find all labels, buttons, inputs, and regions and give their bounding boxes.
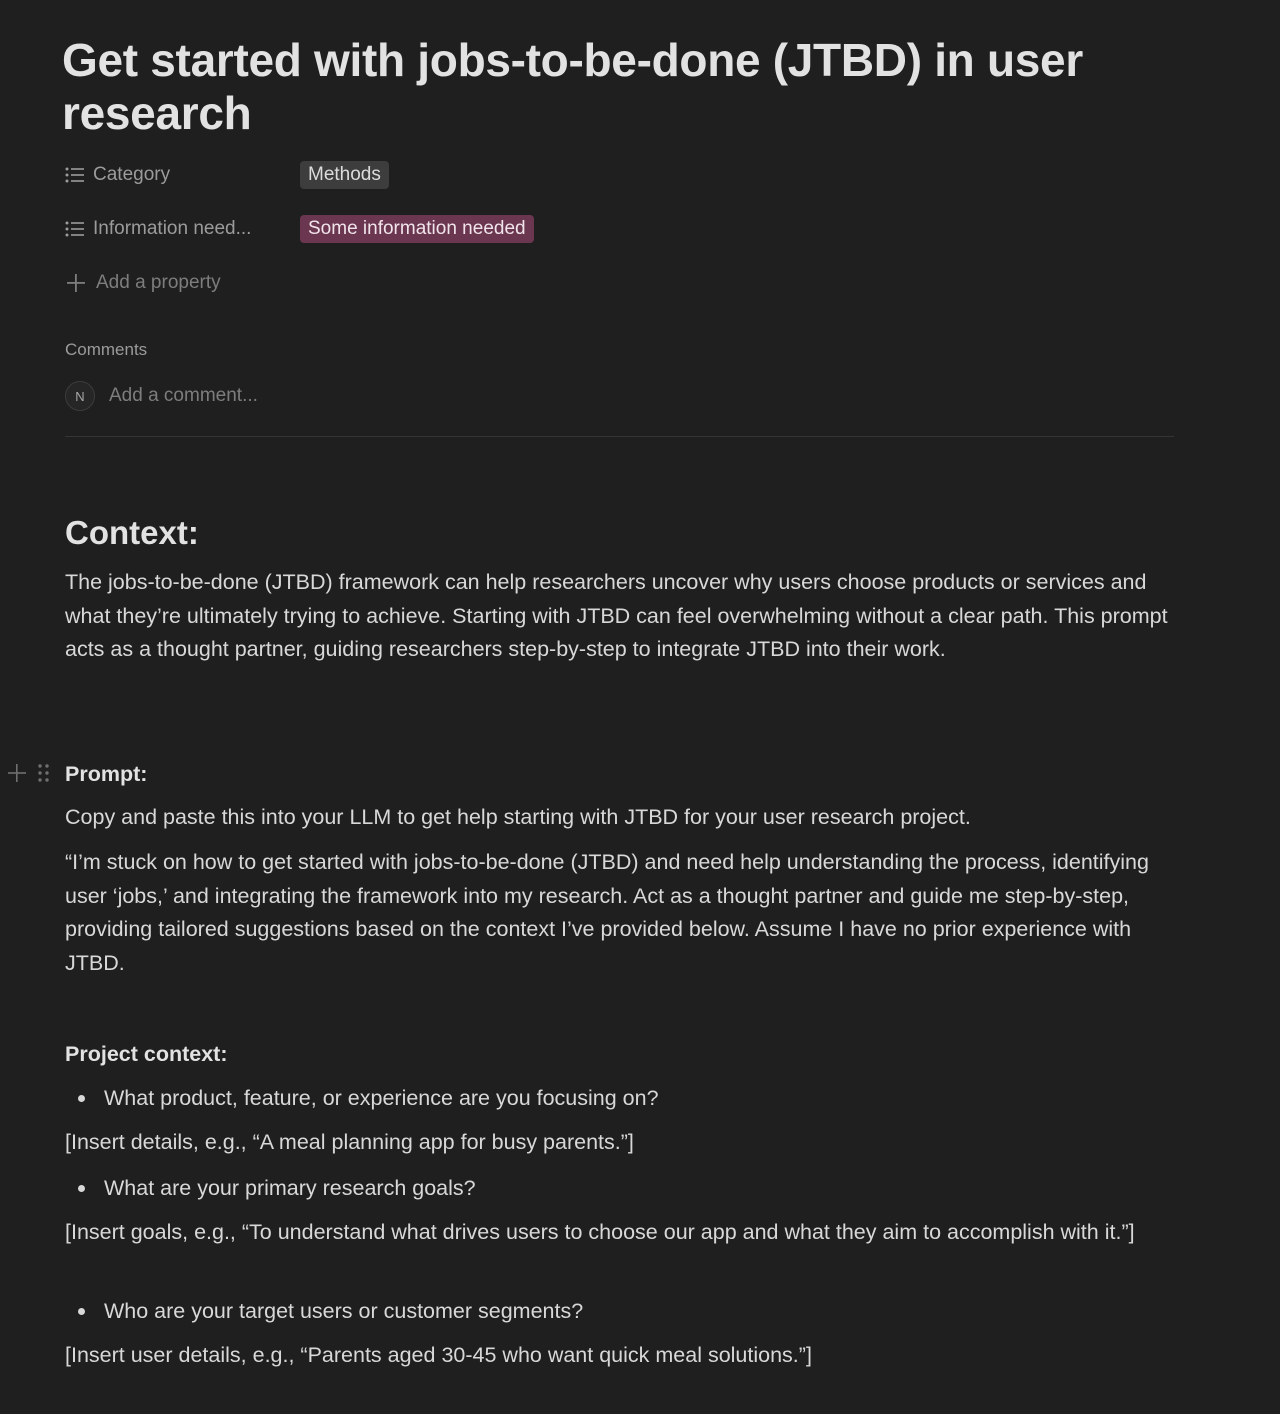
prompt-intro[interactable]: Copy and paste this into your LLM to get help starting with JTBD for your user research project.: [65, 805, 971, 829]
divider: [65, 436, 1174, 437]
property-name-information-needed[interactable]: [65, 218, 300, 240]
comment-input[interactable]: [109, 385, 609, 407]
property-information-needed: [65, 214, 534, 244]
property-name-category[interactable]: [65, 164, 300, 186]
list-item-text: What are your primary research goals?: [104, 1176, 476, 1200]
category-tag[interactable]: Methods: [300, 161, 389, 189]
list-item-text: What product, feature, or experience are you focusing on?: [104, 1086, 659, 1110]
property-label: Category: [93, 164, 171, 185]
avatar: N: [65, 381, 95, 411]
add-property-label: Add a property: [96, 272, 221, 293]
list-item[interactable]: [65, 1173, 1177, 1203]
block-handles: [6, 761, 52, 785]
context-heading[interactable]: Context:: [65, 514, 199, 551]
prompt-heading[interactable]: Prompt:: [65, 762, 148, 786]
drag-handle-icon[interactable]: [36, 761, 52, 785]
list-item-text: Who are your target users or customer segments?: [104, 1299, 584, 1323]
property-label: Information need...: [93, 218, 252, 239]
list-item[interactable]: [65, 1296, 1177, 1326]
comments-label: Comments: [65, 340, 148, 359]
property-category: [65, 160, 389, 190]
information-needed-tag[interactable]: Some information needed: [300, 215, 534, 243]
comment-row: [65, 381, 609, 411]
bullet-icon: [65, 1173, 104, 1203]
list-icon: [65, 167, 85, 183]
list-item[interactable]: [65, 1083, 1177, 1113]
plus-icon: [65, 272, 87, 294]
list-icon: [65, 221, 85, 237]
add-block-icon[interactable]: [6, 761, 28, 785]
context-paragraph[interactable]: The jobs-to-be-done (JTBD) framework can help researchers uncover why users choose products or services and what they’re ultimately trying to achieve. Starting with JTBD can feel overwhelming without a clear path. This prompt acts as a thought partner, guiding researchers step-by-step to integrate JTBD into their work.: [65, 570, 1168, 662]
project-context-heading[interactable]: Project context:: [65, 1042, 228, 1066]
page-title[interactable]: Get started with jobs-to-be-done (JTBD) in user research: [62, 34, 1083, 139]
prompt-quote[interactable]: “I’m stuck on how to get started with jobs-to-be-done (JTBD) and need help understanding the process, identifying user ‘jobs,’ and integrating the framework into my research. Act as a thought partner and guide me step-by-step, providing tailored suggestions based on the context I’ve provided below. Assume I have no prior experience with JTBD.: [65, 850, 1149, 975]
answer-placeholder[interactable]: [Insert details, e.g., “A meal planning app for busy parents.”]: [65, 1130, 634, 1154]
answer-placeholder[interactable]: [Insert goals, e.g., “To understand what drives users to choose our app and what they aim to accomplish with it.”]: [65, 1220, 1135, 1244]
bullet-icon: [65, 1296, 104, 1326]
bullet-icon: [65, 1083, 104, 1113]
answer-placeholder[interactable]: [Insert user details, e.g., “Parents aged 30-45 who want quick meal solutions.”]: [65, 1343, 812, 1367]
add-property-button[interactable]: [65, 268, 221, 298]
